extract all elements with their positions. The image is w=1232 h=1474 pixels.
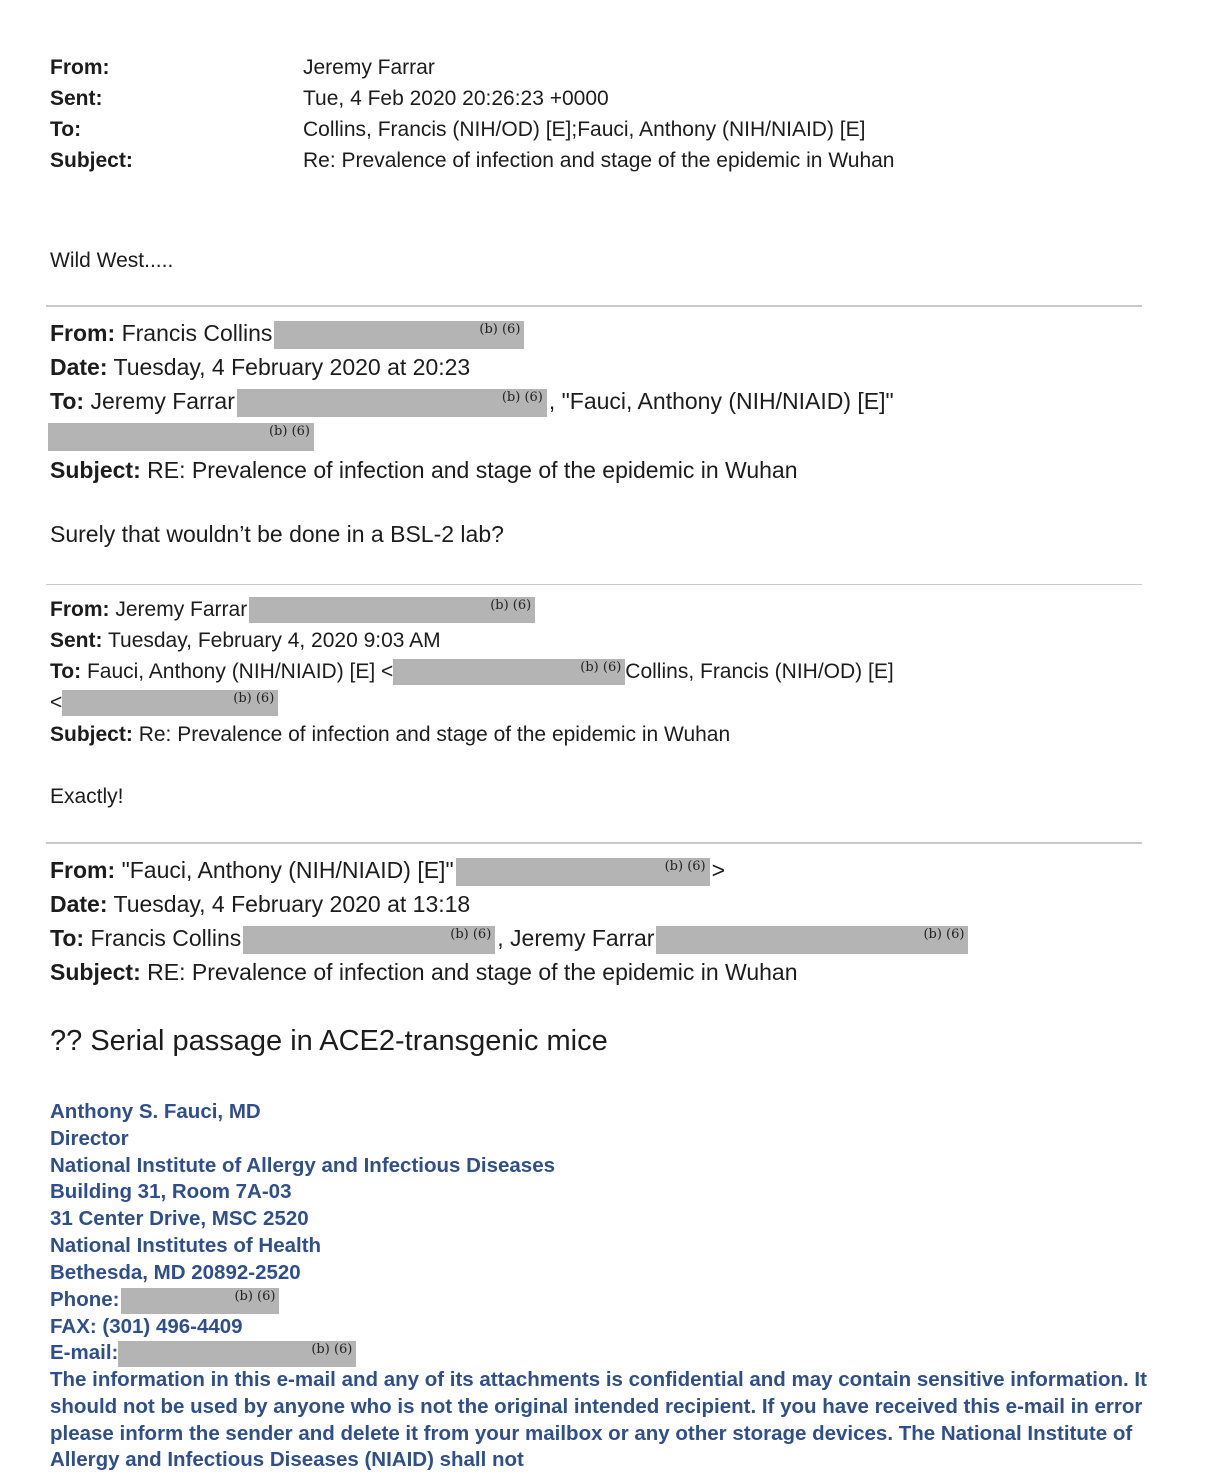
- signature-street: 31 Center Drive, MSC 2520: [50, 1207, 309, 1230]
- quote1-date-line: [50, 352, 470, 382]
- quote1-to-cont: [48, 420, 314, 451]
- quote2-subject-label: Subject:: [50, 723, 133, 746]
- quote3-to-line: [50, 923, 970, 954]
- redaction-box: [243, 926, 495, 954]
- redaction-box: [393, 659, 625, 685]
- quote3-date-label: Date:: [50, 891, 108, 917]
- quote2-to-label: To:: [50, 660, 82, 683]
- quote1-to-line: [50, 386, 894, 417]
- quote3-to-sep: , Jeremy Farrar: [497, 925, 655, 951]
- quote3-date-value: Tuesday, 4 February 2020 at 13:18: [113, 891, 471, 917]
- signature-email-line: [50, 1340, 356, 1367]
- header-sent-label: Sent:: [50, 87, 103, 110]
- quote1-to-sep: , "Fauci, Anthony (NIH/NIAID) [E]": [548, 388, 894, 414]
- quote1-from-label: From:: [50, 320, 116, 346]
- quote3-date-line: [50, 889, 470, 919]
- redaction-code: (b) (6): [501, 389, 543, 405]
- redaction-box: [121, 1288, 279, 1314]
- quote1-to-value: Jeremy Farrar: [90, 388, 235, 414]
- quote3-body: ?? Serial passage in ACE2-transgenic mice: [50, 1025, 608, 1057]
- quote2-sent-value: Tuesday, February 4, 2020 9:03 AM: [107, 629, 441, 652]
- redaction-box: [249, 597, 535, 623]
- quote2-subject-value: Re: Prevalence of infection and stage of the epidemic in Wuhan: [138, 723, 731, 746]
- quote2-subject-line: [50, 721, 730, 749]
- signature-fax: FAX: (301) 496-4409: [50, 1315, 243, 1338]
- redaction-code: (b) (6): [479, 321, 521, 337]
- redaction-code: (b) (6): [233, 691, 275, 707]
- quote3-from-value: "Fauci, Anthony (NIH/NIAID) [E]": [121, 857, 454, 883]
- redaction-code: (b) (6): [923, 926, 965, 942]
- redaction-box: [274, 321, 524, 349]
- quote2-from-label: From:: [50, 598, 110, 621]
- signature-org: National Institute of Allergy and Infectious Diseases: [50, 1154, 556, 1177]
- redaction-code: (b) (6): [490, 598, 532, 614]
- header-sent-value: Tue, 4 Feb 2020 20:26:23 +0000: [303, 87, 609, 110]
- signature-building: Building 31, Room 7A-03: [50, 1180, 292, 1203]
- divider: [46, 842, 1142, 844]
- quote3-subject-label: Subject:: [50, 959, 141, 985]
- header-from-value: Jeremy Farrar: [303, 56, 435, 79]
- header-to-value: Collins, Francis (NIH/OD) [E];Fauci, Anthony (NIH/NIAID) [E]: [303, 118, 866, 141]
- quote3-subject-value: RE: Prevalence of infection and stage of the epidemic in Wuhan: [147, 959, 798, 985]
- redaction-box: [456, 858, 710, 886]
- quote2-to-cont-text: <: [50, 691, 63, 714]
- quote2-sent-line: [50, 627, 441, 655]
- quote2-to-value2: Collins, Francis (NIH/OD) [E]: [625, 660, 894, 683]
- signature-phone-label: Phone:: [50, 1288, 120, 1311]
- confidentiality-disclaimer: The information in this e-mail and any of its attachments is confidential and may contain sensitive information. It should not be used by anyone who is not the original intended recipient. If you have received this e-mail in error please inform the sender and delete it from your mailbox or any other storage devices. The National Institute of Allergy and Infectious Diseases (NIAID) shall not: [50, 1368, 1147, 1472]
- divider: [46, 584, 1142, 585]
- redaction-code: (b) (6): [311, 1341, 353, 1357]
- quote3-from-label: From:: [50, 857, 116, 883]
- redaction-box: [237, 389, 547, 417]
- redaction-code: (b) (6): [580, 660, 622, 676]
- redaction-code: (b) (6): [268, 423, 310, 439]
- quote3-from-line: [50, 855, 725, 886]
- header-subject-label: Subject:: [50, 149, 133, 172]
- quote3-subject-line: [50, 957, 797, 987]
- quote1-from-line: [50, 318, 526, 349]
- signature-email-label: E-mail:: [50, 1341, 119, 1364]
- quote1-from-value: Francis Collins: [121, 320, 273, 346]
- quote2-from-line: [50, 596, 537, 624]
- quote3-from-tail: >: [711, 857, 726, 883]
- quote3-to-label: To:: [50, 925, 85, 951]
- divider: [46, 305, 1142, 307]
- quote1-date-value: Tuesday, 4 February 2020 at 20:23: [113, 354, 471, 380]
- redaction-box: [656, 926, 968, 954]
- redaction-code: (b) (6): [450, 926, 492, 942]
- signature-name: Anthony S. Fauci, MD: [50, 1100, 261, 1123]
- quote2-to-cont: [50, 689, 278, 717]
- quote1-to-label: To:: [50, 388, 85, 414]
- quote2-sent-label: Sent:: [50, 629, 103, 652]
- redaction-code: (b) (6): [664, 858, 706, 874]
- quote1-date-label: Date:: [50, 354, 108, 380]
- redaction-box: [48, 423, 314, 451]
- quote2-to-line: [50, 658, 894, 686]
- signature-phone-line: [50, 1287, 281, 1314]
- header-subject-value: Re: Prevalence of infection and stage of the epidemic in Wuhan: [303, 149, 895, 172]
- redaction-box: [118, 1341, 356, 1367]
- signature-title: Director: [50, 1127, 129, 1150]
- quote2-from-value: Jeremy Farrar: [115, 598, 248, 621]
- redaction-box: [62, 690, 278, 716]
- header-from-label: From:: [50, 56, 110, 79]
- quote1-subject-value: RE: Prevalence of infection and stage of the epidemic in Wuhan: [147, 457, 798, 483]
- quote3-to-value: Francis Collins: [90, 925, 242, 951]
- quote2-body: Exactly!: [50, 785, 124, 808]
- quote1-subject-label: Subject:: [50, 457, 141, 483]
- message-body: Wild West.....: [50, 249, 174, 272]
- quote2-to-value: Fauci, Anthony (NIH/NIAID) [E] <: [86, 660, 394, 683]
- signature-city: Bethesda, MD 20892-2520: [50, 1261, 301, 1284]
- signature-institutes: National Institutes of Health: [50, 1234, 322, 1257]
- quote1-body: Surely that wouldn’t be done in a BSL-2 lab?: [50, 521, 504, 547]
- header-to-label: To:: [50, 118, 82, 141]
- quote1-subject-line: [50, 455, 797, 485]
- redaction-code: (b) (6): [234, 1288, 276, 1304]
